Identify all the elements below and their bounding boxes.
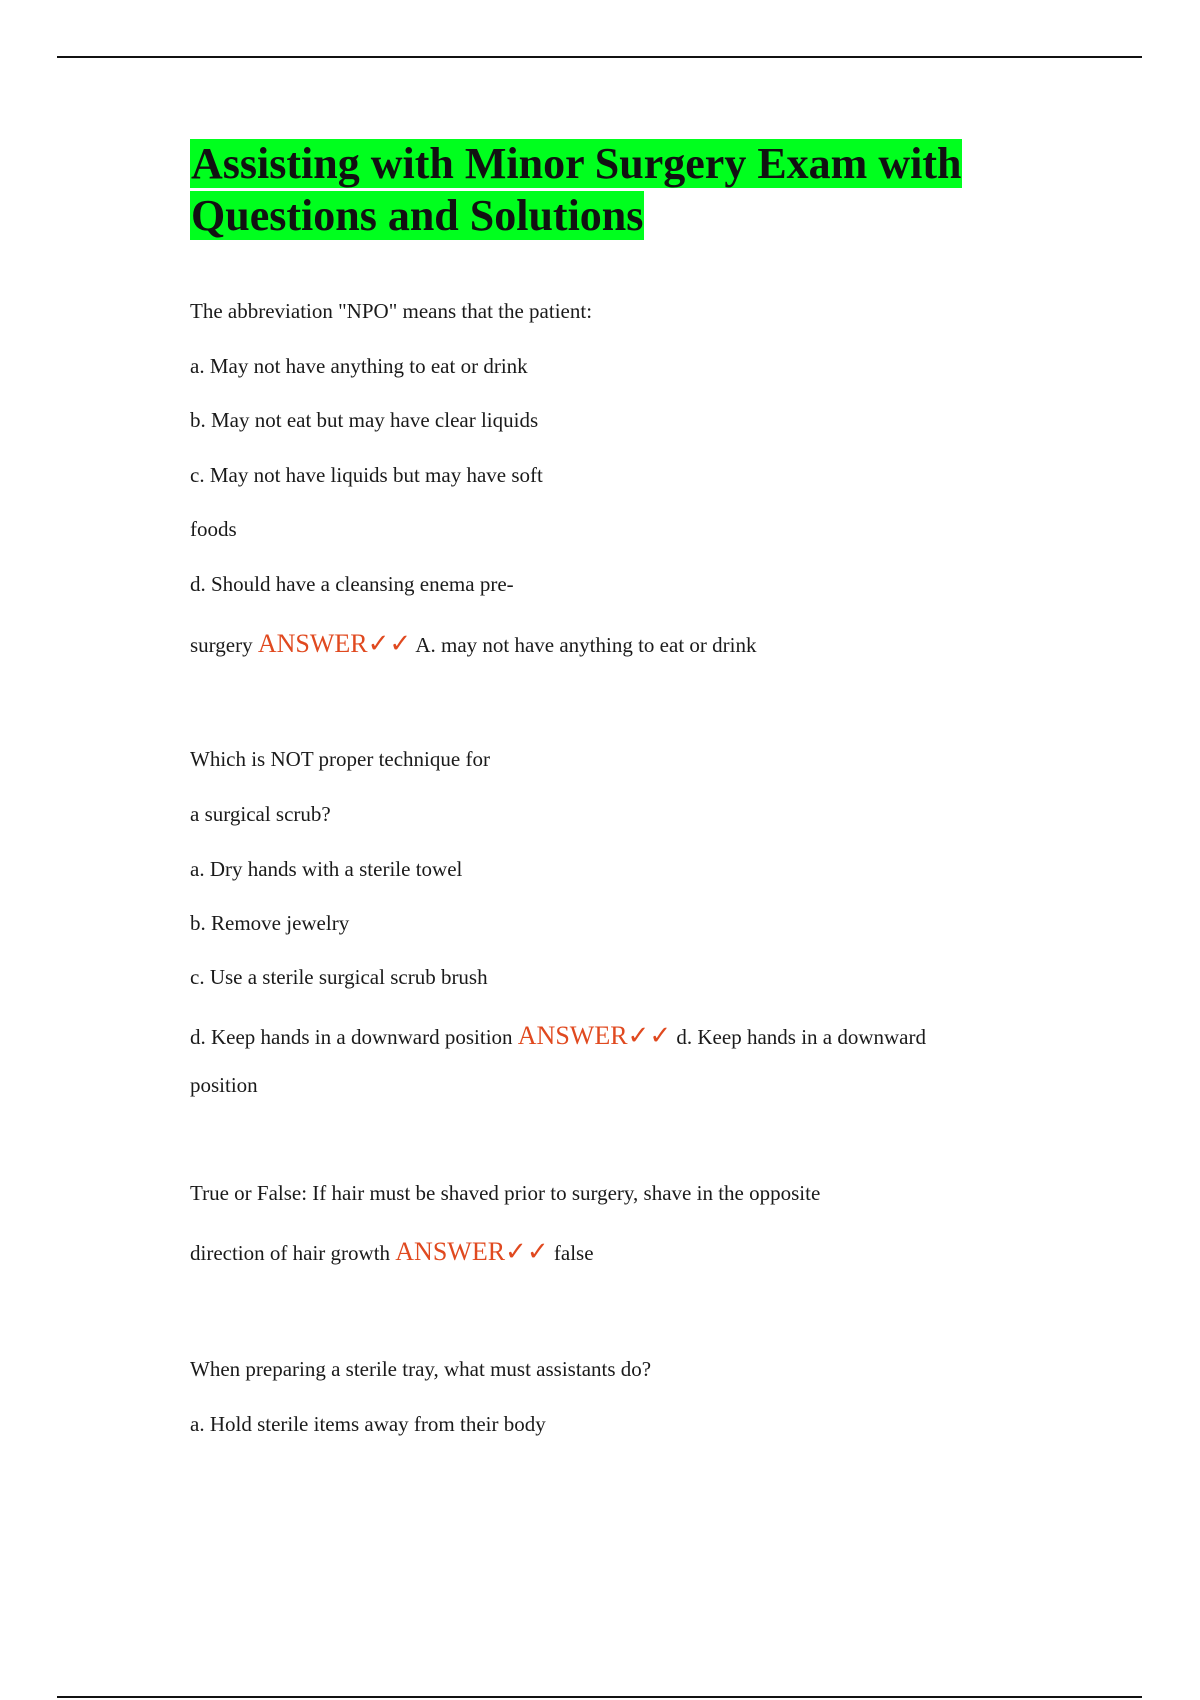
question-3-stem: True or False: If hair must be shaved prior to surgery, shave in the opposite <box>190 1181 821 1205</box>
answer-marker: ANSWER✓✓ <box>395 1237 549 1266</box>
question-1-option-c: c. May not have liquids but may have soft <box>190 463 543 487</box>
answer-marker: ANSWER✓✓ <box>517 1021 672 1050</box>
footer-rule <box>57 1696 1142 1698</box>
question-2-stem-continuation: a surgical scrub? <box>190 802 331 826</box>
question-1-answer-prefix: surgery <box>190 633 253 657</box>
question-2-option-b: b. Remove jewelry <box>190 911 350 935</box>
question-2-answer-text: d. Keep hands in a downward <box>676 1025 926 1049</box>
question-4-stem: When preparing a sterile tray, what must assistants do? <box>190 1357 652 1381</box>
question-2-answer-line <box>190 1022 926 1051</box>
question-3-answer-text: false <box>553 1241 594 1265</box>
question-3-answer-prefix: direction of hair growth <box>190 1241 391 1265</box>
question-1-option-c-continuation: foods <box>190 517 237 541</box>
question-1-option-d: d. Should have a cleansing enema pre- <box>190 572 514 596</box>
question-1-answer-line <box>190 630 756 659</box>
question-1-answer-text: A. may not have anything to eat or drink <box>415 633 757 657</box>
question-4-option-a: a. Hold sterile items away from their body <box>190 1412 546 1436</box>
header-rule <box>57 56 1142 58</box>
title-highlight: Assisting with Minor Surgery Exam with Questions and Solutions <box>191 139 962 240</box>
question-2-answer-continuation: position <box>190 1073 258 1097</box>
question-1-option-a: a. May not have anything to eat or drink <box>190 354 528 378</box>
question-2-option-a: a. Dry hands with a sterile towel <box>190 857 463 881</box>
answer-marker: ANSWER✓✓ <box>257 629 412 658</box>
question-1-stem: The abbreviation "NPO" means that the patient: <box>190 299 593 323</box>
document-title <box>190 138 1030 242</box>
question-3-answer-line <box>190 1238 594 1267</box>
question-1-option-b: b. May not eat but may have clear liquids <box>190 408 539 432</box>
question-2-stem: Which is NOT proper technique for <box>190 747 490 771</box>
question-2-answer-prefix: d. Keep hands in a downward position <box>190 1025 513 1049</box>
question-2-option-c: c. Use a sterile surgical scrub brush <box>190 965 488 989</box>
